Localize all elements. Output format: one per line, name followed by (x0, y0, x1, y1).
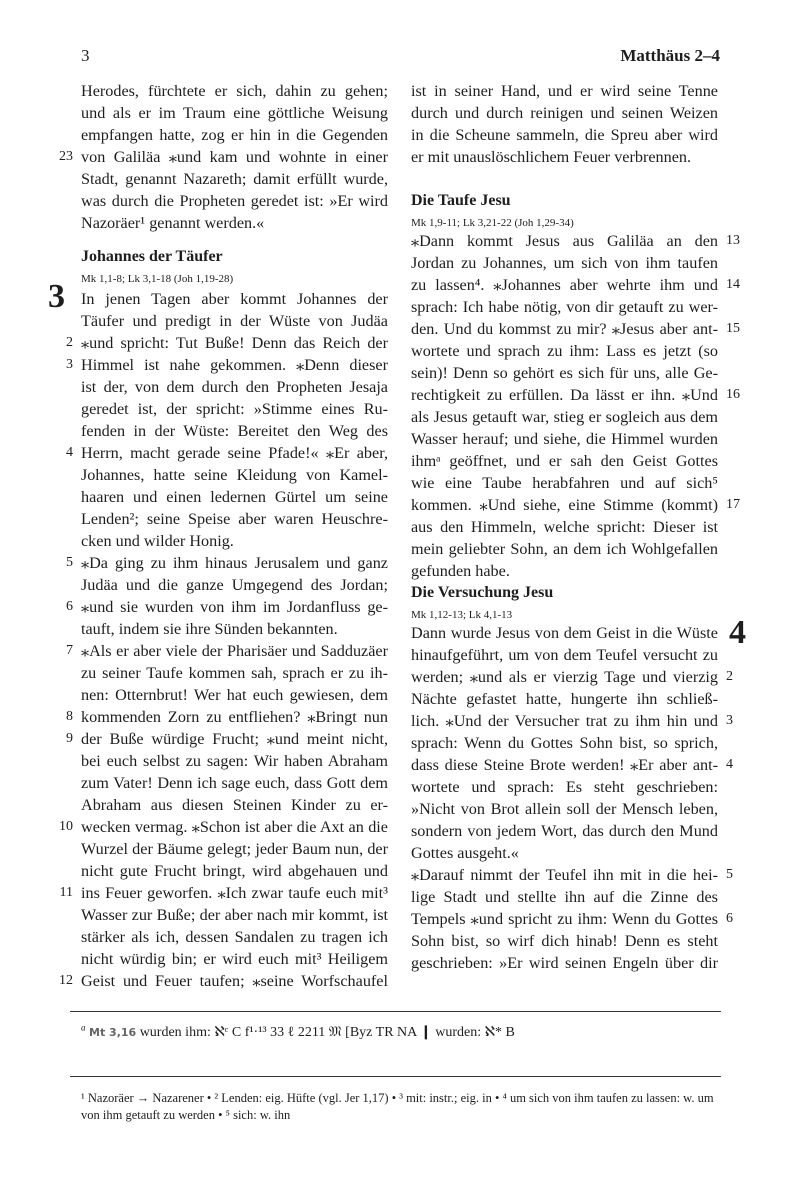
verse-line: lige Stadt und stellte ihn auf die Zinne des (411, 888, 718, 906)
verse-line: Gottes ausgeht.« (411, 844, 519, 862)
chapter-number: 3 (48, 278, 65, 315)
verse-line: Herrn, macht gerade seine Pfade!« ⁎Er aber, (81, 444, 388, 462)
verse-line: cken und wilder Honig. (81, 532, 234, 550)
running-title: Matthäus 2–4 (620, 46, 720, 65)
verse-line: und als er im Traum eine göttliche Weisung (81, 104, 388, 122)
verse-line: hinaufgeführt, um von dem Teufel versucht zu (411, 646, 718, 664)
verse-line: bei euch selbst zu sagen: Wir haben Abraham (81, 752, 388, 770)
verse-line: geschrieben: »Er wird seinen Engeln über dir (411, 954, 718, 972)
verse-line: ⁎und spricht: Tut Buße! Denn das Reich der (81, 334, 388, 352)
verse-number: 3 (726, 713, 733, 728)
verse-number: 13 (726, 233, 740, 248)
verse-line: Herodes, fürchtete er sich, dahin zu gehen; (81, 82, 388, 100)
verse-number: 2 (726, 669, 733, 684)
text-critical-apparatus (81, 1024, 515, 1041)
verse-line: sprach: Wenn du Gottes Sohn bist, so sprich, (411, 734, 718, 752)
verse-line: geredet ist, der spricht: »Stimme eines Ru- (81, 400, 388, 418)
section-heading: Die Taufe Jesu (411, 192, 511, 209)
verse-line: mein geliebter Sohn, an dem ich Wohlgefallen (411, 540, 718, 558)
verse-line: aus den Himmeln, welche spricht: Dieser ist (411, 518, 718, 536)
verse-line: Johannes, hatte seine Kleidung von Kamel- (81, 466, 388, 484)
footnote-separator (70, 1076, 721, 1077)
verse-line: von Galiläa ⁎und kam und wohnte in einer (81, 148, 388, 166)
verse-line: ist der, von dem durch den Propheten Jesaja (81, 378, 388, 396)
verse-number: 4 (66, 445, 73, 460)
verse-line: Nächte gefastet hatte, hungerte ihn schließ- (411, 690, 718, 708)
footnotes: ¹ Nazoräer → Nazarener • ² Lenden: eig. Hüfte (vgl. Jer 1,17) • ³ mit: instr.; eig. in • ⁴ um sich von ihm taufen zu lassen: w. um von ihm getauft zu werden • ⁵ sich: w. ihn (81, 1091, 714, 1122)
verse-line: kommenden Zorn zu entfliehen? ⁎Bringt nun (81, 708, 388, 726)
parallel-references: Mk 1,9-11; Lk 3,21-22 (Joh 1,29-34) (411, 217, 574, 229)
verse-line: rechtigkeit zu erfüllen. Da lässt er ihn. ⁎Und (411, 386, 718, 404)
verse-line: er mit unauslöschlichem Feuer verbrennen. (411, 148, 692, 166)
apparatus-text: wurden ihm: ℵᶜ C f¹·¹³ 33 ℓ 2211 𝔐 [Byz TR NA ❙ wurden: ℵ* B (136, 1025, 515, 1040)
verse-line: was durch die Propheten geredet ist: »Er wird (81, 192, 388, 210)
verse-number: 6 (726, 911, 733, 926)
parallel-references: Mk 1,1-8; Lk 3,1-18 (Joh 1,19-28) (81, 273, 234, 285)
verse-number: 16 (726, 387, 740, 402)
apparatus-marker: a (81, 1022, 86, 1033)
verse-line: sprach: Ich habe nötig, von dir getauft zu wer- (411, 298, 718, 316)
verse-line: Wasser herauf; und siehe, die Himmel wurden (411, 430, 718, 448)
verse-number: 14 (726, 277, 740, 292)
verse-line: gefunden habe. (411, 562, 510, 580)
verse-line: lich. ⁎Und der Versucher trat zu ihm hin und (411, 712, 718, 730)
verse-number: 23 (59, 149, 73, 164)
verse-line: In jenen Tagen aber kommt Johannes der (81, 290, 388, 308)
verse-number: 9 (66, 731, 73, 746)
verse-line: ihmᵃ geöffnet, und er sah den Geist Gottes (411, 452, 718, 470)
verse-line: ⁎Als er aber viele der Pharisäer und Sadduzäer (81, 642, 388, 660)
verse-line: haaren und einen ledernen Gürtel um seine (81, 488, 388, 506)
verse-line: zu seiner Taufe kommen sah, sprach er zu ih- (81, 664, 388, 682)
verse-number: 4 (726, 757, 733, 772)
verse-line: Lenden²; seine Speise aber waren Heuschre- (81, 510, 388, 528)
verse-line: empfangen hatte, zog er hin in die Gegenden (81, 126, 388, 144)
verse-line: Jordan zu Johannes, um sich von ihm taufen (411, 254, 718, 272)
verse-line: tauft, indem sie ihre Sünden bekannten. (81, 620, 338, 638)
verse-line: wie eine Taube herabfahren und auf sich⁵ (411, 474, 718, 492)
verse-line: nicht gute Frucht bringt, wird abgehauen und (81, 862, 388, 880)
verse-number: 10 (59, 819, 73, 834)
verse-line: nen: Otternbrut! Wer hat euch gewiesen, dem (81, 686, 388, 704)
section-heading: Johannes der Täufer (81, 248, 223, 265)
verse-line: Sohn bist, so wirf dich hinab! Denn es steht (411, 932, 718, 950)
verse-line: Tempels ⁎und spricht zu ihm: Wenn du Gottes (411, 910, 718, 928)
verse-line: wortete und sprach zu ihm: Lass es jetzt (so (411, 342, 718, 360)
verse-line: ins Feuer geworfen. ⁎Ich zwar taufe euch mit³ (81, 884, 388, 902)
verse-number: 3 (66, 357, 73, 372)
verse-number: 7 (66, 643, 73, 658)
verse-line: in die Scheune sammeln, die Spreu aber wird (411, 126, 718, 144)
verse-line: Dann wurde Jesus von dem Geist in die Wüste (411, 624, 718, 642)
verse-number: 17 (726, 497, 740, 512)
verse-line: sondern von jedem Wort, das durch den Mund (411, 822, 718, 840)
verse-line: durch und durch reinigen und seinen Weizen (411, 104, 718, 122)
verse-number: 11 (59, 885, 73, 900)
verse-line: fenden in der Wüste: Bereitet den Weg des (81, 422, 388, 440)
verse-line: sein)! Denn so gehört es sich für uns, alle Ge- (411, 364, 718, 382)
verse-number: 8 (66, 709, 73, 724)
verse-number: 12 (59, 973, 73, 988)
verse-line: stärker als ich, dessen Sandalen zu tragen ich (81, 928, 388, 946)
verse-line: der Buße würdige Frucht; ⁎und meint nicht, (81, 730, 388, 748)
verse-line: ⁎und sie wurden von ihm im Jordanfluss ge- (81, 598, 388, 616)
apparatus-reference: Mt 3,16 (89, 1026, 137, 1039)
verse-line: ist in seiner Hand, und er wird seine Tenne (411, 82, 718, 100)
verse-line: »Nicht von Brot allein soll der Mensch leben, (411, 800, 718, 818)
verse-line: Täufer und predigt in der Wüste von Judäa (81, 312, 388, 330)
verse-number: 15 (726, 321, 740, 336)
verse-line: ⁎Da ging zu ihm hinaus Jerusalem und ganz (81, 554, 388, 572)
verse-line: werden; ⁎und als er vierzig Tage und vierzig (411, 668, 718, 686)
verse-line: Wurzel der Bäume gelegt; jeder Baum nun, der (81, 840, 388, 858)
verse-line: Abraham aus diesen Steinen Kinder zu er- (81, 796, 388, 814)
verse-number: 5 (726, 867, 733, 882)
verse-line: ⁎Darauf nimmt der Teufel ihn mit in die hei- (411, 866, 718, 884)
section-heading: Die Versuchung Jesu (411, 584, 554, 601)
parallel-references: Mk 1,12-13; Lk 4,1-13 (411, 609, 513, 621)
verse-line: Wasser zur Buße; der aber nach mir kommt, ist (81, 906, 388, 924)
verse-line: dass diese Steine Brote werden! ⁎Er aber ant- (411, 756, 718, 774)
verse-line: Stadt, genannt Nazareth; damit erfüllt wurde, (81, 170, 388, 188)
verse-line: nicht würdig bin; er wird euch mit³ Heiligem (81, 950, 388, 968)
verse-line: zum Vater! Denn ich sage euch, dass Gott dem (81, 774, 388, 792)
verse-line: kommen. ⁎Und siehe, eine Stimme (kommt) (411, 496, 718, 514)
verse-line: ⁎Dann kommt Jesus aus Galiläa an den (411, 232, 718, 250)
page-number: 3 (81, 46, 90, 65)
verse-number: 2 (66, 335, 73, 350)
verse-line: als Jesus getauft war, stieg er sogleich aus dem (411, 408, 718, 426)
verse-line: wortete und sprach: Es steht geschrieben: (411, 778, 718, 796)
apparatus-separator (70, 1011, 721, 1012)
verse-line: den. Und du kommst zu mir? ⁎Jesus aber ant- (411, 320, 718, 338)
verse-line: wecken vermag. ⁎Schon ist aber die Axt an die (81, 818, 388, 836)
verse-number: 5 (66, 555, 73, 570)
verse-line: Geist und Feuer taufen; ⁎seine Worfschaufel (81, 972, 388, 990)
verse-number: 6 (66, 599, 73, 614)
verse-line: Nazoräer¹ genannt werden.« (81, 214, 265, 232)
verse-line: Judäa und die ganze Umgegend des Jordan; (81, 576, 388, 594)
verse-line: zu lassen⁴. ⁎Johannes aber wehrte ihm und (411, 276, 718, 294)
chapter-number: 4 (729, 614, 746, 651)
verse-line: Himmel ist nahe gekommen. ⁎Denn dieser (81, 356, 388, 374)
